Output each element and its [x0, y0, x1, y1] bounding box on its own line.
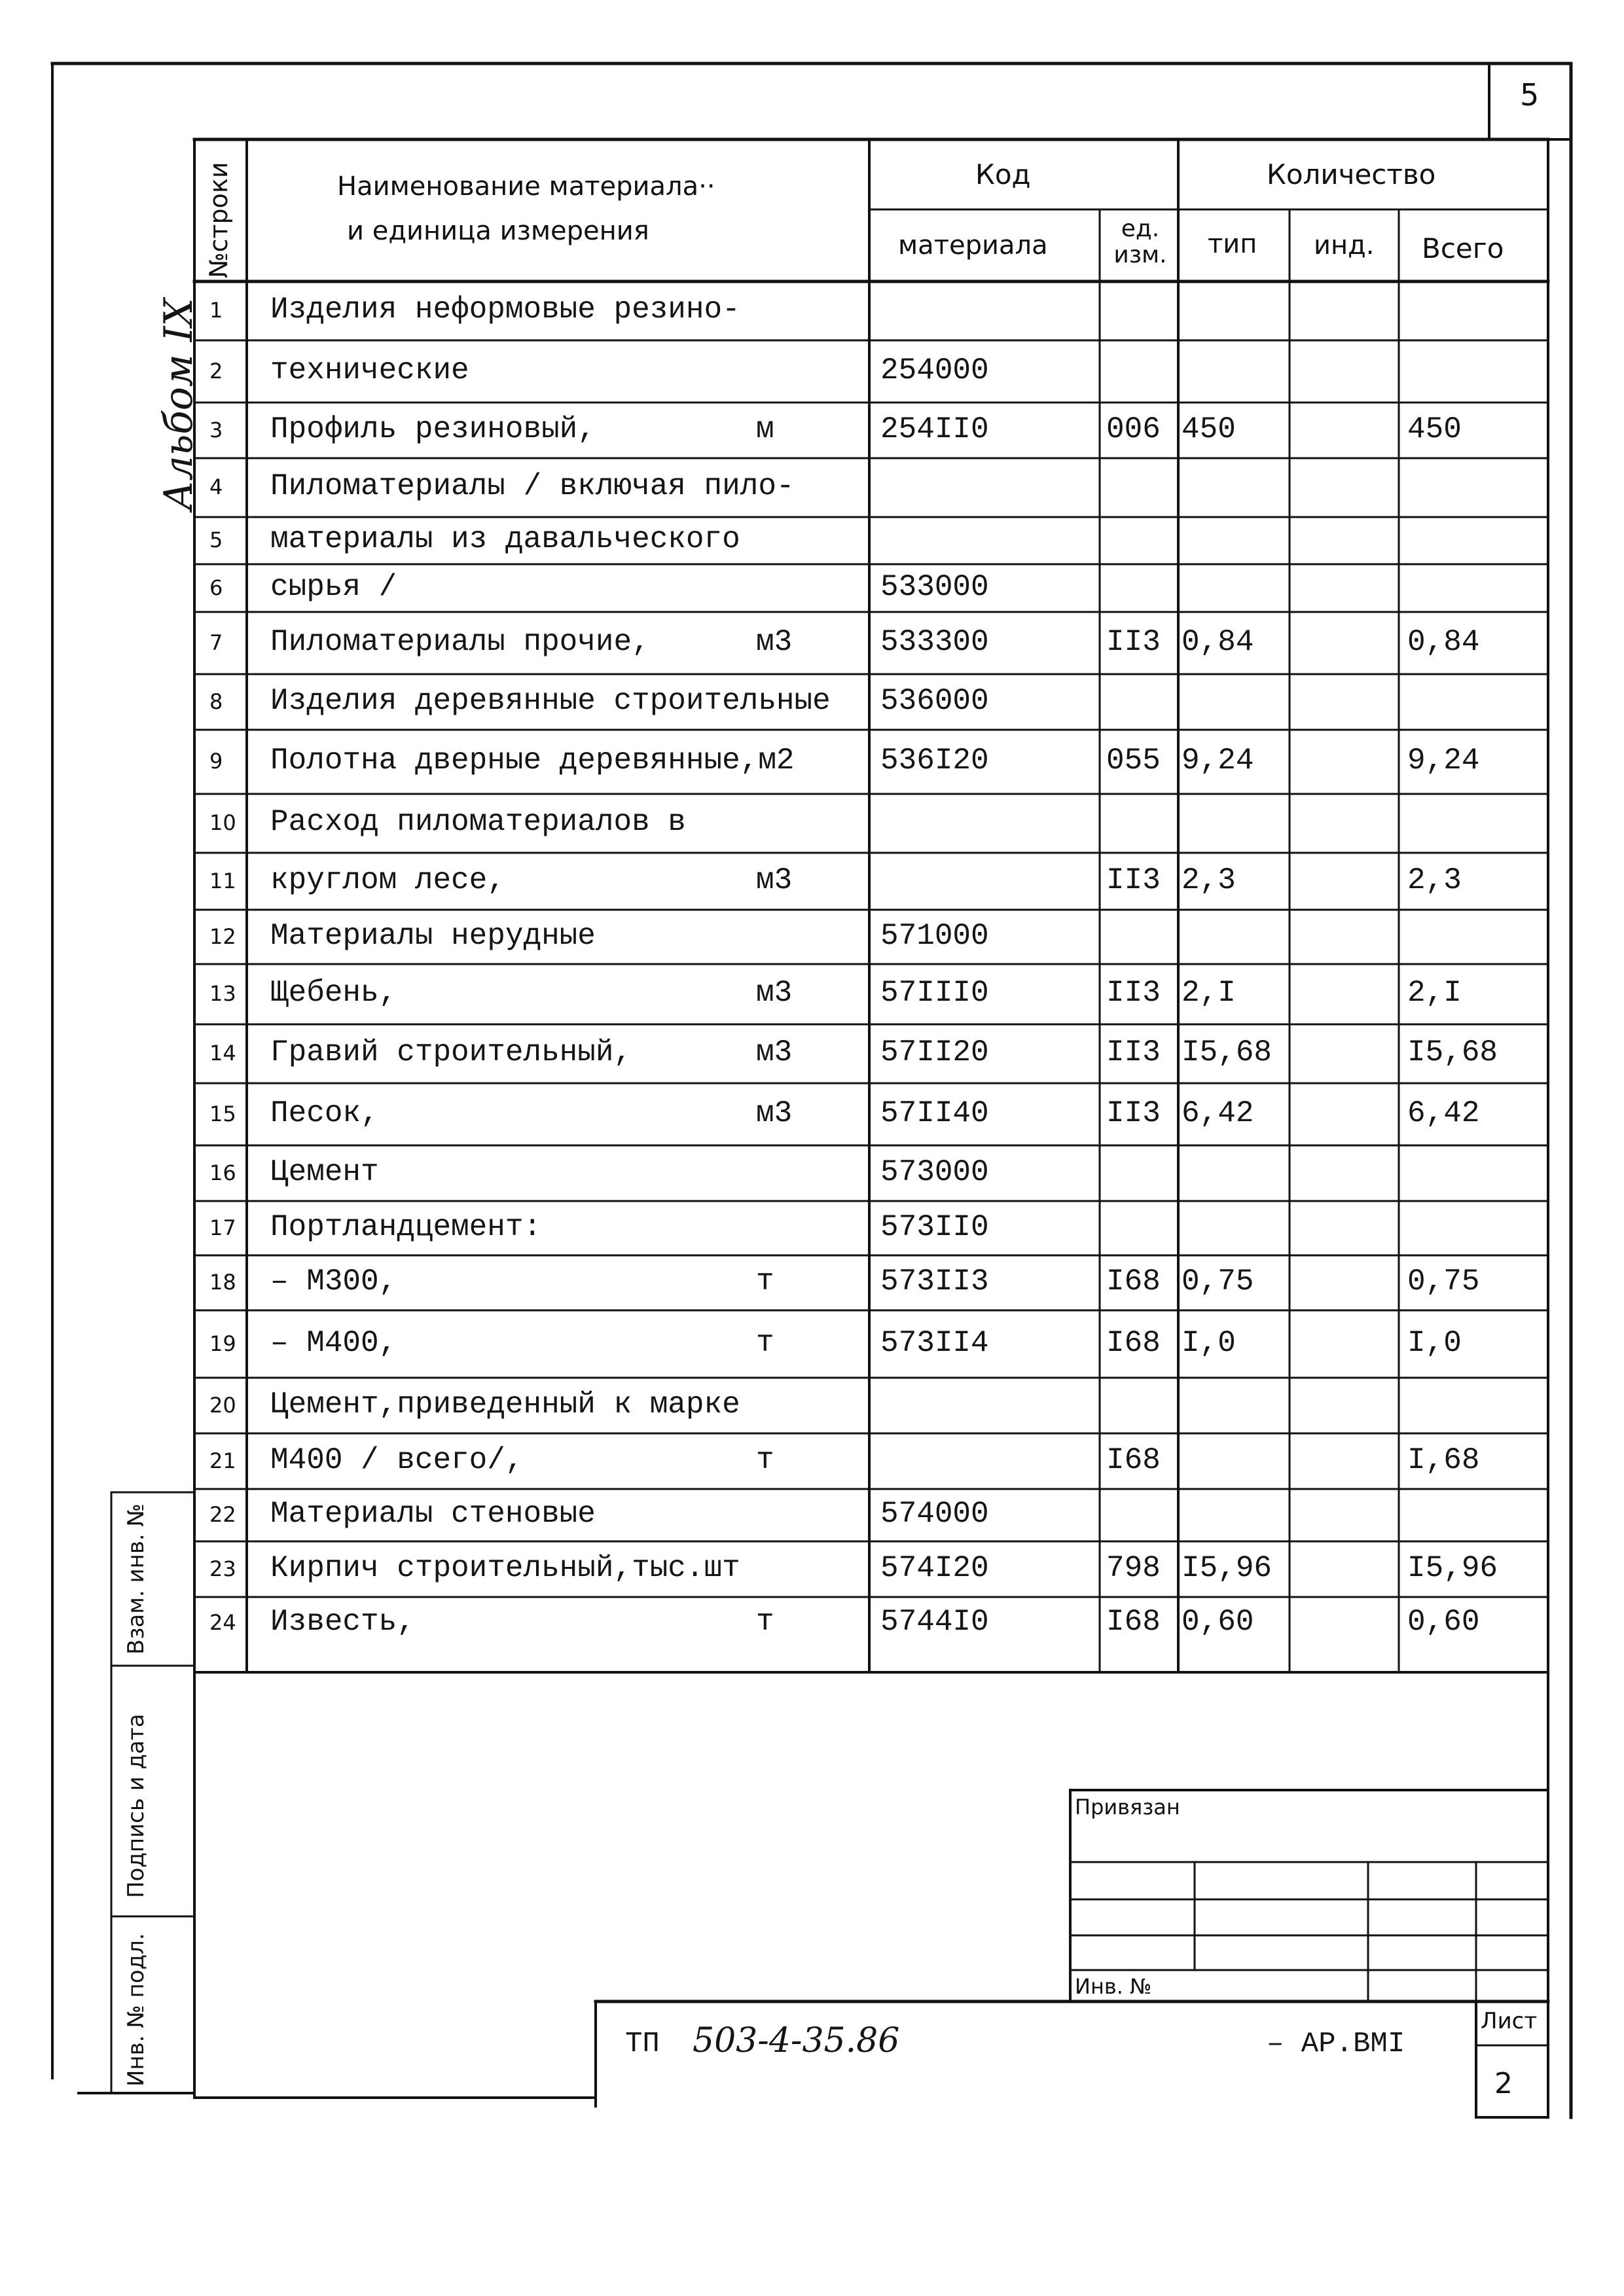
row-number: 6 [209, 575, 223, 600]
material-code: 533300 [880, 624, 989, 659]
unit-label: м [756, 412, 774, 446]
row-number: 4 [209, 475, 223, 499]
unit-label: т [756, 1443, 774, 1477]
unit-code: I68 [1106, 1443, 1161, 1477]
material-name: Портландцемент: [270, 1210, 542, 1244]
row-number: 15 [209, 1101, 236, 1126]
qty-total: 9,24 [1407, 744, 1480, 778]
material-name: Профиль резиновый, [270, 412, 596, 446]
unit-code: 006 [1106, 412, 1161, 446]
material-name: материалы из давальческого [270, 522, 740, 556]
material-code: 573II3 [880, 1265, 989, 1299]
unit-label: м3 [756, 976, 793, 1010]
row-number: 24 [209, 1610, 236, 1635]
qty-total: 6,42 [1407, 1096, 1480, 1130]
stamp-doc-number: 503-4-35.86 [693, 2021, 900, 2060]
material-code: 573II0 [880, 1210, 989, 1244]
row-number: 8 [209, 689, 223, 714]
unit-code: II3 [1106, 1035, 1161, 1069]
material-name: Материалы стеновые [270, 1497, 596, 1531]
qty-typ: 2,3 [1182, 863, 1236, 897]
material-name: технические [270, 353, 469, 387]
unit-code: 798 [1106, 1551, 1161, 1585]
qty-typ: I5,68 [1182, 1035, 1272, 1069]
material-name: Материалы нерудные [270, 918, 596, 953]
material-name: сырья / [270, 569, 397, 604]
material-name: Известь, [270, 1605, 415, 1639]
material-name: Расход пиломатериалов в [270, 805, 686, 839]
qty-typ: 6,42 [1182, 1096, 1254, 1130]
qty-typ: 0,75 [1182, 1265, 1254, 1299]
row-number: 20 [209, 1392, 236, 1418]
qty-total: 2,I [1407, 976, 1462, 1010]
qty-total: 0,84 [1407, 624, 1480, 659]
qty-typ: 450 [1182, 412, 1236, 446]
unit-code: II3 [1106, 863, 1161, 897]
material-name: М400 / всего/, [270, 1443, 524, 1477]
row-number: 16 [209, 1160, 236, 1185]
material-code: 573II4 [880, 1325, 989, 1360]
material-name: круглом лесе, [270, 863, 505, 897]
qty-total: 2,3 [1407, 863, 1462, 897]
unit-code: I68 [1106, 1325, 1161, 1360]
unit-code: I68 [1106, 1605, 1161, 1639]
material-code: 574000 [880, 1497, 989, 1531]
stamp-sheet-number: 2 [1494, 2067, 1513, 2100]
unit-label: т [756, 1605, 774, 1639]
qty-total: 0,60 [1407, 1605, 1480, 1639]
row-number: 23 [209, 1556, 236, 1581]
material-name: Пиломатериалы / включая пило- [270, 469, 795, 503]
material-code: 571000 [880, 918, 989, 953]
material-code: 254000 [880, 353, 989, 387]
qty-total: 0,75 [1407, 1265, 1480, 1299]
header-name-line2: и единица измерения [347, 216, 649, 246]
row-number: 7 [209, 630, 223, 655]
material-name: Гравий строительный, [270, 1035, 632, 1069]
side-label-vzam: Взам. инв. № [123, 1503, 149, 1655]
qty-typ: 2,I [1182, 976, 1236, 1010]
qty-total: I5,68 [1407, 1035, 1498, 1069]
qty-typ: 9,24 [1182, 744, 1254, 778]
stamp-doc-prefix: ТП [625, 2028, 660, 2060]
qty-typ: I,0 [1182, 1325, 1236, 1360]
stamp-doc-suffix: – АР.ВМI [1267, 2028, 1405, 2060]
qty-total: I,0 [1407, 1325, 1462, 1360]
qty-total: 450 [1407, 412, 1462, 446]
material-name: Пиломатериалы прочие, [270, 624, 650, 659]
header-code: Код [975, 158, 1031, 190]
row-number: 12 [209, 924, 236, 949]
row-number: 2 [209, 358, 223, 384]
row-number: 10 [209, 810, 236, 835]
header-quantity: Количество [1267, 158, 1436, 190]
header-code-material: материала [898, 230, 1048, 260]
qty-typ: 0,84 [1182, 624, 1254, 659]
material-code: 533000 [880, 569, 989, 604]
row-number: 5 [209, 528, 223, 552]
material-name: Изделия деревянные строительные [270, 683, 831, 718]
header-qty-ind: инд. [1314, 230, 1375, 260]
row-number: 13 [209, 981, 236, 1006]
unit-code: II3 [1106, 976, 1161, 1010]
header-qty-total: Всего [1422, 232, 1504, 264]
header-code-unit: ед. изм. [1113, 215, 1167, 268]
material-code: 57II20 [880, 1035, 989, 1069]
row-number: 1 [209, 298, 223, 323]
unit-label: м3 [756, 1035, 793, 1069]
material-code: 574I20 [880, 1551, 989, 1585]
material-code: 57II40 [880, 1096, 989, 1130]
unit-label: т [756, 1325, 774, 1360]
row-number: 9 [209, 749, 223, 774]
row-number: 18 [209, 1270, 236, 1295]
unit-label: м3 [756, 1096, 793, 1130]
material-name: – М300, [270, 1265, 397, 1299]
row-number: 11 [209, 868, 236, 893]
material-code: 5744I0 [880, 1605, 989, 1639]
header-qty-typ: тип [1208, 229, 1257, 259]
material-name: Цемент [270, 1155, 379, 1189]
material-name: Изделия неформовые резино- [270, 293, 740, 327]
unit-code: II3 [1106, 1096, 1161, 1130]
header-name-line1: Наименование материала·· [337, 171, 715, 202]
unit-code: I68 [1106, 1265, 1161, 1299]
qty-total: I,68 [1407, 1443, 1480, 1477]
stamp-inv-no: Инв. № [1075, 1974, 1152, 1999]
unit-label: т [756, 1265, 774, 1299]
row-number: 14 [209, 1041, 236, 1066]
qty-typ: I5,96 [1182, 1551, 1272, 1585]
qty-typ: 0,60 [1182, 1605, 1254, 1639]
unit-code: II3 [1106, 624, 1161, 659]
row-number: 3 [209, 417, 223, 442]
material-name: – М400, [270, 1325, 397, 1360]
row-number: 21 [209, 1448, 236, 1473]
header-row-number: №строки [204, 162, 233, 278]
unit-label: м3 [756, 863, 793, 897]
material-code: 573000 [880, 1155, 989, 1189]
album-note: Альбом IX [156, 298, 202, 511]
material-name: Щебень, [270, 976, 397, 1010]
material-code: 57III0 [880, 976, 989, 1010]
material-code: 536I20 [880, 744, 989, 778]
material-code: 254II0 [880, 412, 989, 446]
qty-total: I5,96 [1407, 1551, 1498, 1585]
row-number: 17 [209, 1215, 236, 1240]
row-number: 19 [209, 1331, 236, 1356]
material-name: Цемент,приведенный к марке [270, 1387, 740, 1422]
unit-label: м3 [756, 624, 793, 659]
material-code: 536000 [880, 683, 989, 718]
unit-code: 055 [1106, 744, 1161, 778]
stamp-sheet-label: Лист [1481, 2008, 1538, 2034]
stamp-privyazan: Привязан [1075, 1795, 1180, 1820]
material-name: Полотна дверные деревянные,м2 [270, 744, 795, 778]
side-label-inv-podl: Инв. № подл. [123, 1933, 149, 2087]
row-number: 22 [209, 1502, 236, 1527]
page-number: 5 [1520, 77, 1540, 113]
material-name: Кирпич строительный,тыс.шт [270, 1551, 740, 1585]
material-name: Песок, [270, 1096, 379, 1130]
side-label-podpis: Подпись и дата [123, 1713, 149, 1898]
